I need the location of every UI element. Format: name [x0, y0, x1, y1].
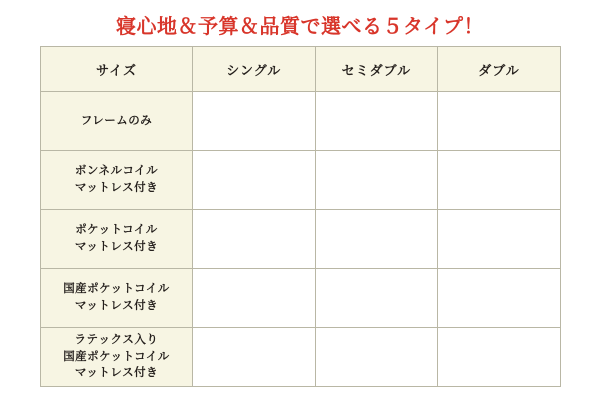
cell-semidouble — [315, 210, 438, 269]
spec-table — [40, 46, 561, 387]
cell-double — [438, 92, 561, 151]
column-header-size: サイズ — [41, 47, 193, 92]
row-label-line: 国産ポケットコイル — [63, 350, 170, 363]
table-header-row — [41, 47, 561, 92]
row-header-bonnell-coil — [41, 151, 193, 210]
page-title: 寝心地＆予算＆品質で選べる５タイプ！ — [116, 16, 484, 38]
cell-single — [193, 151, 316, 210]
cell-semidouble — [315, 328, 438, 387]
cell-single — [193, 269, 316, 328]
cell-double — [438, 328, 561, 387]
row-label-line: ボンネルコイル — [74, 165, 159, 178]
cell-semidouble — [315, 269, 438, 328]
row-label-line: フレームのみ — [80, 114, 153, 127]
table-header — [41, 47, 561, 92]
column-header-single: シングル — [193, 47, 316, 92]
row-label-line: マットレス付き — [74, 300, 159, 312]
row-header-frame-only — [41, 92, 193, 151]
table-row — [41, 92, 561, 151]
cell-double — [438, 269, 561, 328]
table-row — [41, 269, 561, 328]
row-label-line: ラテックス入り — [74, 333, 159, 346]
table-row — [41, 210, 561, 269]
row-header-latex-domestic-pocket-coil — [41, 328, 193, 387]
cell-semidouble — [315, 151, 438, 210]
table-row — [41, 151, 561, 210]
row-label-line: マットレス付き — [74, 182, 159, 194]
row-label-line: マットレス付き — [74, 241, 159, 253]
row-label-line: 国産ポケットコイル — [63, 283, 170, 296]
table-row — [41, 328, 561, 387]
spec-table-container — [40, 46, 560, 396]
cell-single — [193, 92, 316, 151]
row-header-pocket-coil — [41, 210, 193, 269]
column-header-double: ダブル — [438, 47, 561, 92]
row-header-domestic-pocket-coil — [41, 269, 193, 328]
cell-double — [438, 151, 561, 210]
column-header-semidouble: セミダブル — [315, 47, 438, 92]
cell-double — [438, 210, 561, 269]
cell-semidouble — [315, 92, 438, 151]
table-body — [41, 92, 561, 387]
cell-single — [193, 210, 316, 269]
row-label-line: ポケットコイル — [75, 224, 158, 237]
row-label-line: マットレス付き — [74, 367, 159, 380]
cell-single — [193, 328, 316, 387]
